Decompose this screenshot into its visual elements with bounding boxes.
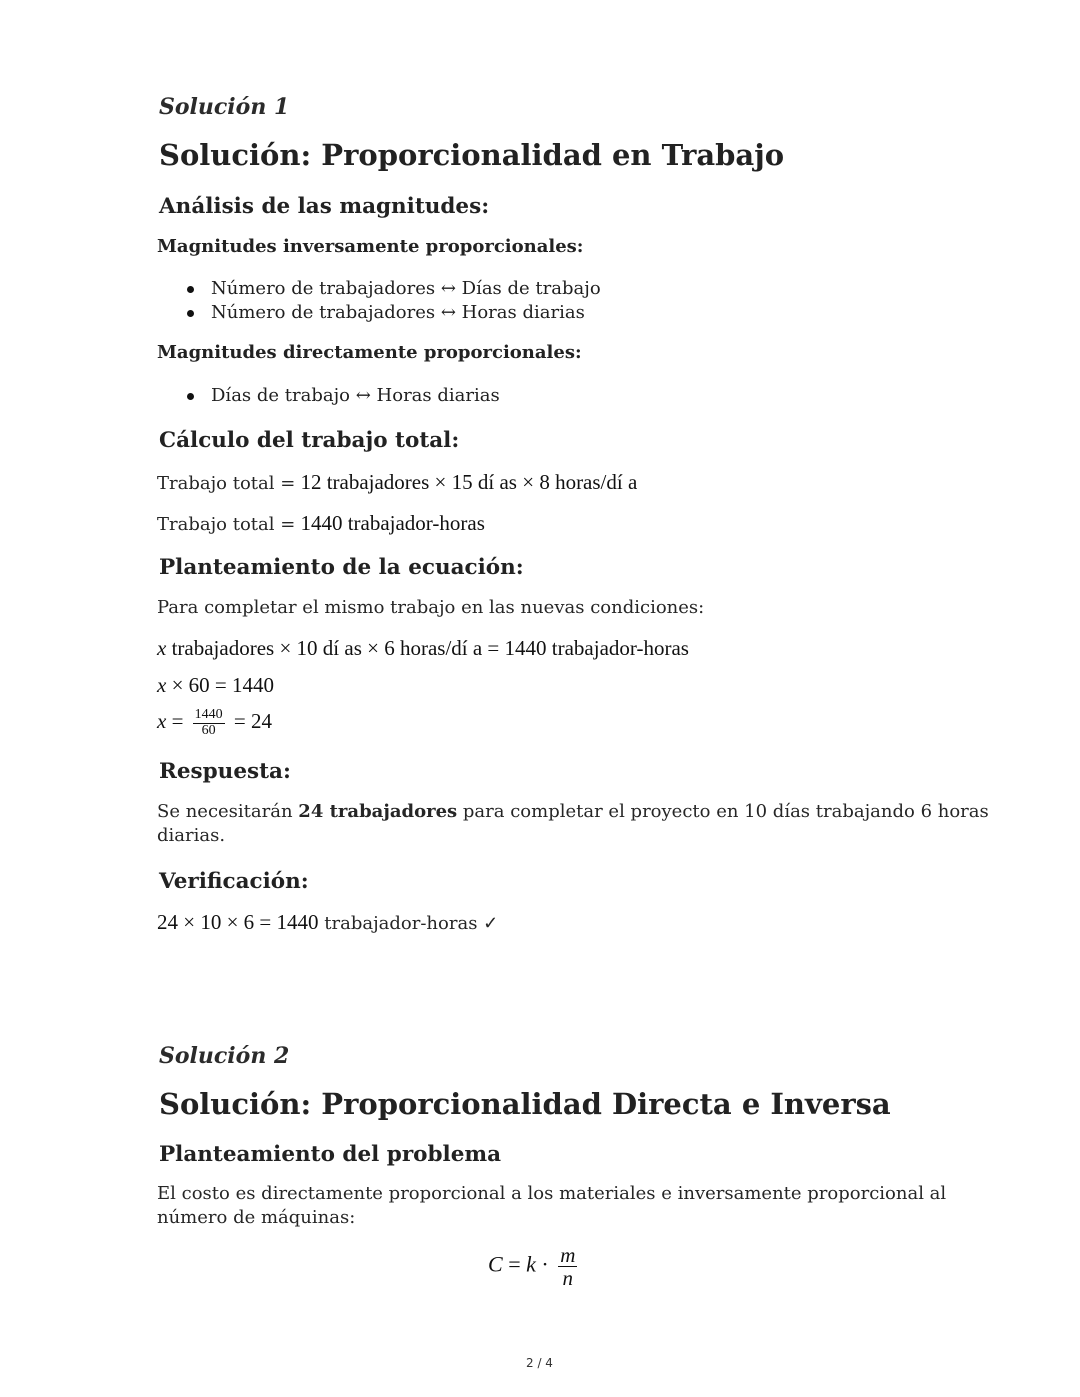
list-item: Días de trabajo ↔ Horas diarias: [187, 384, 500, 408]
cost-formula: [488, 1244, 581, 1289]
solution-1-title: Solución: Proporcionalidad en Trabajo: [159, 138, 785, 172]
inverse-list: [187, 277, 601, 325]
fraction-numerator: 1440: [194, 707, 223, 722]
answer-line-1: [157, 801, 989, 822]
calc-heading: Cálculo del trabajo total:: [159, 428, 460, 453]
equation-1: [157, 636, 689, 661]
setup-heading: Planteamiento de la ecuación:: [159, 555, 524, 580]
total-label: Trabajo total =: [157, 473, 296, 494]
total-result-line: [157, 511, 485, 536]
total-expression: 12 trabajadores × 15 dí as × 8 horas/dí a: [300, 470, 638, 494]
direct-heading: Magnitudes directamente proporcionales:: [157, 342, 582, 363]
answer-bold: 24 trabajadores: [298, 801, 458, 822]
list-item: Número de trabajadores ↔ Horas diarias: [187, 301, 601, 325]
direct-list: [187, 384, 500, 408]
fraction: [193, 708, 225, 738]
total-result: 1440 trabajador-horas: [300, 511, 485, 535]
equation-2: [157, 673, 274, 698]
equals-sign: =: [508, 1251, 521, 1277]
solution-1-label: Solución 1: [159, 94, 290, 120]
answer-heading: Respuesta:: [159, 759, 291, 784]
solution-2-label: Solución 2: [159, 1043, 290, 1069]
formula-lhs: C: [488, 1251, 503, 1277]
answer-text: Se necesitarán: [157, 801, 299, 822]
total-label: Trabajo total =: [157, 514, 296, 535]
page-number: 2 / 4: [526, 1356, 553, 1370]
intro-line-2: número de máquinas:: [157, 1207, 356, 1228]
total-work-line: [157, 470, 637, 495]
equation-1-rest: trabajadores × 10 dí as × 6 horas/dí a = 1440 trabajador-horas: [166, 636, 689, 660]
verify-text: trabajador-horas ✓: [318, 913, 499, 934]
formula-denominator: n: [562, 1266, 574, 1291]
equals-sign: =: [171, 709, 184, 733]
variable-x: x: [157, 709, 167, 733]
answer-text: para completar el proyecto en 10 días trabajando 6 horas: [457, 801, 989, 822]
setup-intro: Para completar el mismo trabajo en las nuevas condiciones:: [157, 597, 705, 618]
verify-math: 24 × 10 × 6 = 1440: [157, 910, 319, 934]
equation-2-rest: × 60 = 1440: [166, 673, 275, 697]
dot-operator: ·: [541, 1251, 549, 1277]
intro-line-1: El costo es directamente proporcional a los materiales e inversamente proporcional al: [157, 1183, 947, 1204]
problem-setup-heading: Planteamiento del problema: [159, 1142, 502, 1167]
analysis-heading: Análisis de las magnitudes:: [159, 194, 490, 219]
formula-numerator: m: [560, 1243, 576, 1267]
variable-x: x: [157, 673, 167, 697]
solution-2-title: Solución: Proporcionalidad Directa e Inversa: [159, 1087, 891, 1121]
verify-heading: Verificación:: [159, 869, 309, 894]
fraction-denominator: 60: [201, 722, 216, 738]
verify-line: [157, 910, 498, 935]
formula-fraction: [558, 1244, 577, 1289]
formula-k: k: [526, 1251, 536, 1277]
equation-3: [157, 708, 272, 738]
list-item: Número de trabajadores ↔ Días de trabajo: [187, 277, 601, 301]
answer-line-2: diarias.: [157, 825, 226, 846]
equation-3-result: = 24: [233, 709, 273, 733]
variable-x: x: [157, 636, 167, 660]
inverse-heading: Magnitudes inversamente proporcionales:: [157, 236, 584, 257]
